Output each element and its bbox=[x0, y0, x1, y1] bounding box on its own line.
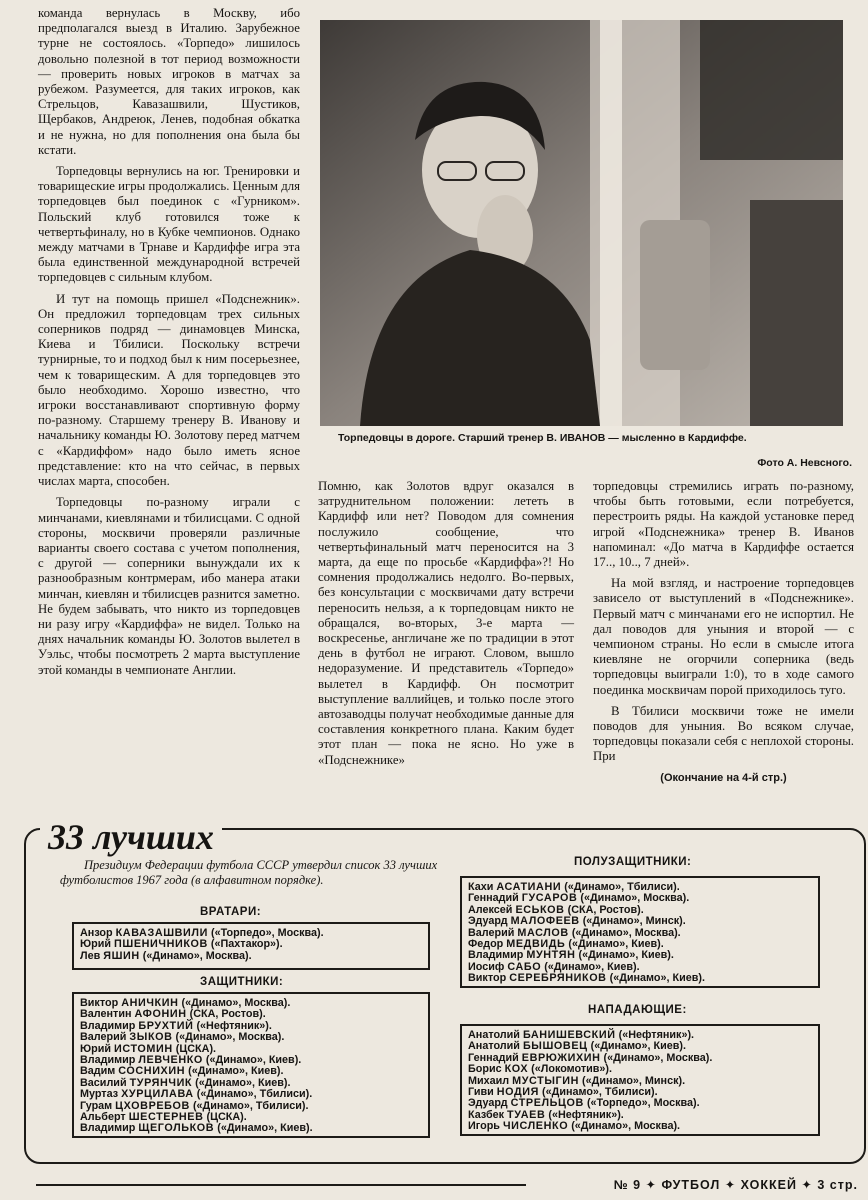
player-first-name: Геннадий bbox=[468, 1051, 519, 1064]
player-club: (ЦСКА). bbox=[206, 1111, 247, 1124]
player-last-name: ЩЕГОЛЬКОВ bbox=[138, 1122, 215, 1135]
player-club: («Нефтяник»). bbox=[196, 1019, 272, 1032]
player-first-name: Геннадий bbox=[468, 892, 519, 905]
article-column-right bbox=[593, 479, 854, 792]
player-row bbox=[80, 951, 422, 962]
player-first-name: Виктор bbox=[80, 997, 119, 1009]
player-last-name: МУНТЯН bbox=[526, 949, 576, 962]
player-club: («Динамо», Москва). bbox=[571, 926, 681, 939]
player-first-name: Борис bbox=[468, 1063, 502, 1076]
player-last-name: БРУХТИЙ bbox=[138, 1019, 194, 1032]
continued-note: (Окончание на 4-й стр.) bbox=[660, 771, 787, 784]
player-club: («Динамо», Тбилиси). bbox=[192, 1099, 309, 1112]
player-first-name: Игорь bbox=[468, 1120, 500, 1133]
player-last-name: МАЛОФЕЕВ bbox=[510, 915, 580, 928]
player-club: («Динамо», Киев). bbox=[544, 960, 640, 973]
player-last-name: ТУАЕВ bbox=[507, 1108, 546, 1121]
player-club: («Динамо», Киев). bbox=[609, 972, 705, 985]
player-first-name: Валерий bbox=[80, 1031, 127, 1044]
player-first-name: Иосиф bbox=[468, 960, 505, 973]
player-club: («Динамо», Киев). bbox=[590, 1040, 686, 1053]
player-last-name: СТРЕЛЬЦОВ bbox=[510, 1097, 584, 1110]
player-club: («Локомотив»). bbox=[531, 1063, 612, 1076]
player-first-name: Анатолий bbox=[468, 1040, 520, 1053]
player-last-name: ЗЫКОВ bbox=[129, 1031, 173, 1044]
box-title: 33 лучших bbox=[40, 816, 222, 858]
player-club: («Динамо», Минск). bbox=[582, 1074, 686, 1087]
player-row bbox=[468, 973, 812, 984]
article-paragraph: И тут на помощь пришел «Подснежник». Он предложил торпедовцам трех сильных соперников подряд — динамовцев Минска, Киева и Тбилиси. Поскольку встречи турнирные, то и подход был к ним посерьезнее, чем к товарищеским. А для торпедовцев это было необходимо. Хорошо известно, что игроки восстанавливают спортивную форму по-разному. Старшему тренеру В. Иванову и начальнику команды Ю. Золотову перед матчем с «Кардиффом» надо было иметь ясное представление: кто на что сейчас, в первых числах марта, способен. bbox=[38, 291, 300, 489]
player-club: («Динамо», Тбилиси). bbox=[542, 1086, 658, 1099]
player-club: («Динамо», Москва). bbox=[142, 949, 252, 962]
player-first-name: Эдуард bbox=[468, 915, 508, 928]
goalkeepers-list bbox=[72, 922, 430, 970]
player-last-name: МАСЛОВ bbox=[517, 926, 569, 939]
midfielders-title: ПОЛУЗАЩИТНИКИ: bbox=[574, 856, 692, 868]
player-club: («Динамо», Минск). bbox=[582, 915, 686, 928]
article-column-middle bbox=[318, 479, 574, 774]
player-club: («Торпедо», Москва). bbox=[586, 1097, 700, 1110]
player-first-name: Казбек bbox=[468, 1108, 505, 1121]
player-first-name: Федор bbox=[468, 938, 504, 951]
player-first-name: Юрий bbox=[80, 938, 112, 951]
box-intro: Президиум Федерации футбола СССР утвердил список 33 лучших футболистов 1967 года (в алфавитном порядке). bbox=[60, 858, 438, 887]
player-club: («Динамо», Москва). bbox=[571, 1120, 681, 1133]
player-last-name: АФОНИН bbox=[134, 1008, 187, 1021]
article-column-left bbox=[38, 6, 300, 684]
player-last-name: ЦХОВРЕБОВ bbox=[115, 1099, 190, 1112]
article-paragraph: команда вернулась в Москву, ибо предполагался выезд в Италию. Зарубежное турне не состоялось. «Торпедо» лишилось довольно полезной в тот период возможности — проверить новых игроков в матчах за рубежом. Разумеется, для таких игроков, как Стрельцов, Кавазашвили, Шустиков, Щербаков, Андреюк, Ленев, подобная обкатка и не нужна, но для пополнения она была бы кстати. bbox=[38, 6, 300, 157]
player-last-name: КОХ bbox=[504, 1063, 529, 1076]
photo-credit: Фото А. Невсного. bbox=[757, 457, 852, 469]
player-first-name: Виктор bbox=[468, 972, 507, 985]
player-last-name: ГУСАРОВ bbox=[521, 892, 578, 905]
photo-caption: Торпедовцы в дороге. Старший тренер В. ИВАНОВ — мысленно в Кардиффе. bbox=[338, 432, 747, 444]
player-club: («Динамо», Москва). bbox=[181, 997, 291, 1009]
player-first-name: Василий bbox=[80, 1076, 127, 1089]
player-last-name: КАВАЗАШВИЛИ bbox=[115, 927, 208, 939]
player-row bbox=[80, 1123, 422, 1134]
player-club: (ЦСКА). bbox=[175, 1042, 217, 1055]
article-paragraph: Торпедовцы по-разному играли с минчанами, киевлянами и тбилисцами. С одной стороны, москвичи проверяли различные варианты своего состава с учетом пополнения, с другой — соперники вынуждали их к разнообразным контрмерам, ибо манера атаки минчан, киевлян и тбилисцев разнится заметно. Не будем забывать, что никто из торпедовцев ни разу игру «Кардиффа» не видел. Только на днях начальник команды Ю. Золотов вылетел в Уэльс, чтобы посмотреть 2 марта выступление этой команды в чемпионате Англии. bbox=[38, 495, 300, 677]
player-last-name: СОСНИХИН bbox=[118, 1065, 186, 1078]
player-last-name: САБО bbox=[507, 960, 542, 973]
player-first-name: Валерий bbox=[468, 926, 515, 939]
player-first-name: Владимир bbox=[468, 949, 524, 962]
player-last-name: АСАТИАНИ bbox=[496, 881, 562, 893]
player-club: («Динамо», Киев). bbox=[195, 1076, 291, 1089]
player-club: («Динамо», Киев). bbox=[217, 1122, 313, 1135]
player-club: («Динамо», Киев). bbox=[188, 1065, 284, 1078]
player-first-name: Владимир bbox=[80, 1122, 136, 1135]
footer-rule bbox=[36, 1184, 526, 1186]
player-club: («Динамо», Москва). bbox=[580, 892, 690, 905]
player-club: («Динамо», Киев). bbox=[205, 1054, 302, 1067]
player-last-name: МЕДВИДЬ bbox=[506, 938, 566, 951]
player-first-name: Лев bbox=[80, 949, 101, 962]
player-club: («Торпедо», Москва). bbox=[210, 927, 324, 939]
page-footer: № 9 ✦ ФУТБОЛ ✦ ХОККЕЙ ✦ 3 стр. bbox=[613, 1178, 858, 1192]
team-travel-photo bbox=[320, 20, 843, 426]
player-last-name: СЕРЕБРЯНИКОВ bbox=[509, 972, 607, 985]
player-last-name: ЯШИН bbox=[103, 949, 140, 962]
article-paragraph: торпедовцы стремились играть по-разному, чтобы быть готовыми, если потребуется, перестроить ряды. На каждой установке перед игрой «Подснежника» тренер В. Иванов напоминал: «До матча в Кардиффе остается 17.., 10.., 7 дней». bbox=[593, 479, 854, 570]
player-last-name: НОДИЯ bbox=[496, 1086, 540, 1099]
player-last-name: ПШЕНИЧНИКОВ bbox=[114, 938, 208, 951]
player-club: («Динамо», Москва). bbox=[175, 1031, 285, 1044]
goalkeepers-title: ВРАТАРИ: bbox=[200, 906, 262, 918]
player-first-name: Алексей bbox=[468, 903, 513, 916]
player-last-name: БАНИШЕВСКИЙ bbox=[522, 1029, 616, 1041]
player-first-name: Валентин bbox=[80, 1008, 132, 1021]
player-last-name: ТУРЯНЧИК bbox=[129, 1076, 193, 1089]
player-first-name: Муртаз bbox=[80, 1088, 119, 1101]
player-first-name: Кахи bbox=[468, 881, 494, 893]
player-first-name: Гиви bbox=[468, 1086, 494, 1099]
player-club: («Динамо», Тбилиси). bbox=[196, 1088, 313, 1101]
player-first-name: Альберт bbox=[80, 1111, 126, 1124]
defenders-list bbox=[72, 992, 430, 1138]
article-paragraph: Помню, как Золотов вдруг оказался в затруднительном положении: лететь в Кардифф или нет? Поводом для сомнения послужило сообщение, что четвертьфинальный матч переносится на 3 марта, да еще по просьбе «Кардиффа»?! Но сомнения продолжались недолго. Во-первых, без консультации с москвичами дату встречи переносить нельзя, а к торпедовцам никто не обращался, во-вторых, 3-е марта — воскресенье, англичане же по традиции в этот день в футбол не играют. Словом, вышло недоразумение. И представитель «Торпедо» вылетел в Кардифф. Он посмотрит выступление валлийцев, и только после этого автозаводцы получат необходимые данные для составления конкретного плана. Каким будет этот план — пока не ясно. Но уже в «Подснежнике» bbox=[318, 479, 574, 767]
article-paragraph: Торпедовцы вернулись на юг. Тренировки и товарищеские игры продолжались. Ценным для торпедовцев был поединок с «Гурником». Польский клуб готовился тоже к четвертьфиналу, но в Кубке чемпионов. Однако между матчами в Трнаве и Кардиффе игра эта была единственной международной встречей торпедовцев с сильным клубом. bbox=[38, 164, 300, 285]
player-first-name: Гурам bbox=[80, 1099, 113, 1112]
player-club: («Динамо», Киев). bbox=[578, 949, 674, 962]
player-last-name: ШЕСТЕРНЕВ bbox=[128, 1111, 204, 1124]
player-club: («Динамо», Тбилиси). bbox=[564, 881, 680, 893]
player-last-name: ЛЕВЧЕНКО bbox=[138, 1054, 203, 1067]
player-last-name: ЕСЬКОВ bbox=[515, 903, 565, 916]
player-last-name: ЕВРЮЖИХИН bbox=[521, 1051, 601, 1064]
player-club: (СКА, Ростов). bbox=[189, 1008, 266, 1021]
player-last-name: ИСТОМИН bbox=[114, 1042, 173, 1055]
forwards-title: НАПАДАЮЩИЕ: bbox=[588, 1004, 687, 1016]
player-club: («Нефтяник»). bbox=[548, 1108, 624, 1121]
photo-illustration bbox=[320, 20, 843, 426]
player-club: (СКА, Ростов). bbox=[567, 903, 644, 916]
player-first-name: Анзор bbox=[80, 927, 113, 939]
forwards-list bbox=[460, 1024, 820, 1136]
player-club: («Пахтакор»). bbox=[210, 938, 283, 951]
player-last-name: ХУРЦИЛАВА bbox=[121, 1088, 194, 1101]
player-first-name: Вадим bbox=[80, 1065, 116, 1078]
article-paragraph: На мой взгляд, и настроение торпедовцев зависело от выступлений в «Подснежнике». Первый матч с минчанами его не испортил. Не дал поводов для уныния и второй — с чемпионом страны. Но если в смысле итога киевляне не огорчили соперника (ведь торпедовцы выиграли 1:0), то в ходе самого поединка москвичам порой приходилось туго. bbox=[593, 576, 854, 697]
player-last-name: МУСТЫГИН bbox=[512, 1074, 580, 1087]
defenders-title: ЗАЩИТНИКИ: bbox=[200, 976, 284, 988]
player-last-name: БЫШОВЕЦ bbox=[522, 1040, 588, 1053]
midfielders-list bbox=[460, 876, 820, 988]
player-last-name: АНИЧКИН bbox=[121, 997, 179, 1009]
player-first-name: Эдуард bbox=[468, 1097, 508, 1110]
player-first-name: Юрий bbox=[80, 1042, 112, 1055]
player-club: («Динамо», Киев). bbox=[568, 938, 664, 951]
player-first-name: Владимир bbox=[80, 1019, 136, 1032]
player-first-name: Владимир bbox=[80, 1054, 136, 1067]
article-paragraph: В Тбилиси москвичи тоже не имели поводов для уныния. Во всяком случае, торпедовцы показали себя с неплохой стороны. При bbox=[593, 703, 854, 764]
player-first-name: Михаил bbox=[468, 1074, 510, 1087]
player-club: («Динамо», Москва). bbox=[603, 1051, 713, 1064]
player-club: («Нефтяник»). bbox=[618, 1029, 695, 1041]
player-row bbox=[468, 1121, 812, 1132]
player-last-name: ЧИСЛЕНКО bbox=[502, 1120, 569, 1133]
player-first-name: Анатолий bbox=[468, 1029, 520, 1041]
